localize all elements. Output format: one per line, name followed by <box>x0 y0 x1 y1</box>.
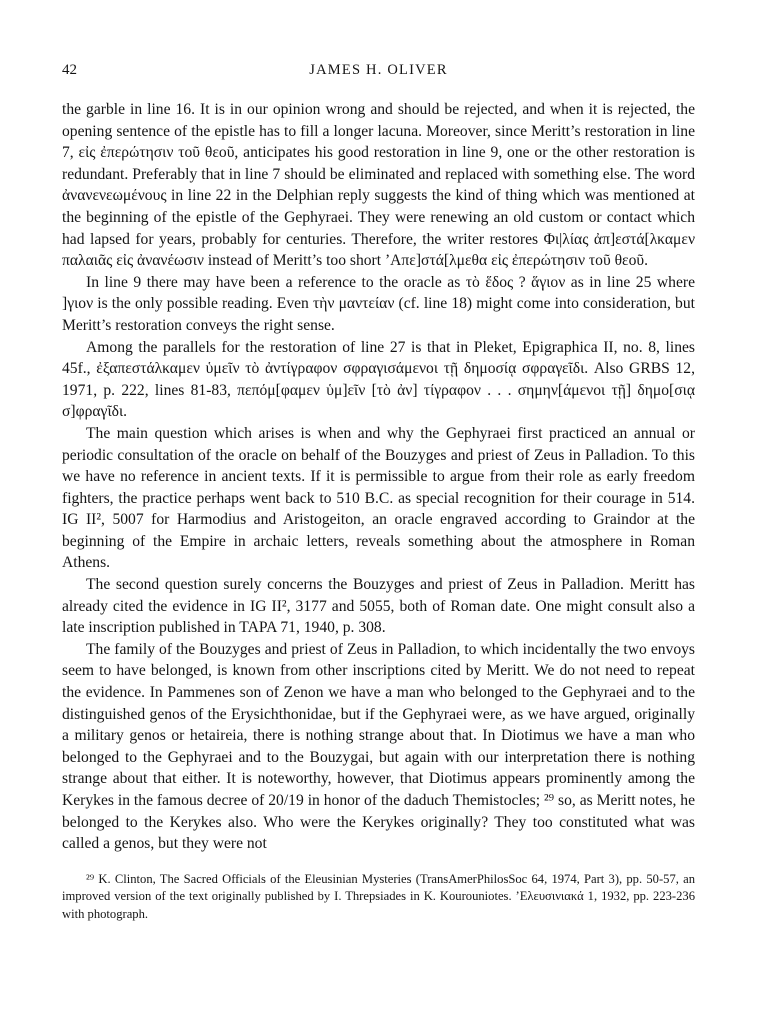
footnote-29: ²⁹ K. Clinton, The Sacred Officials of the Eleusinian Mysteries (TransAmerPhilosSoc 64, 1974, Part 3), pp. 50-57, an improved version of the text originally published by I. Threpsiades in K. Kourouniotes. ’Ελευσινιακά 1, 1932, pp. 223-236 with photograph. <box>62 871 695 921</box>
paragraph-3: Among the parallels for the restoration of line 27 is that in Pleket, Epigraphica II, no. 8, lines 45f., ἐξαπεστάλκαμεν ὑμεῖν τὸ ἀντίγραφον σφραγισάμενοι τῇ δημοσίᾳ σφραγεῖδι. Also GRBS 12, 1971, p. 222, lines 81-83, πεπόμ[φαμεν ὑμ]εῖν [τὸ ἀν] τίγραφον . . . σημην[άμενοι τῇ] δημο[σιᾳ σ]φραγῖδι. <box>62 338 695 421</box>
paragraph-4: The main question which arises is when and why the Gephyraei first practiced an annual or periodic consultation of the oracle on behalf of the Bouzyges and priest of Zeus in Palladion. To this we have no reference in ancient texts. If it is permissible to argue from their role as early freedom fighters, the practice perhaps went back to 510 B.C. as special recognition for their courage in 514. IG II², 5007 for Harmodius and Aristogeiton, an oracle engraved according to Graindor at the beginning of the Empire in archaic letters, reveals something about the atmosphere in Roman Athens. <box>62 424 695 572</box>
paragraph-1: the garble in line 16. It is in our opinion wrong and should be rejected, and when it is rejected, the opening sentence of the epistle has to fill a longer lacuna. Moreover, since Meritt’s restoration in line 7, εἰς ἐπερώτησιν τοῦ θεοῦ, anticipates his good restoration in line 9, one or the other restoration is redundant. Preferably that in line 7 should be eliminated and replaced with something else. The word ἀνανενεωμένους in line 22 in the Delphian reply suggests the kind of thing which was mentioned at the beginning of the epistle of the Gephyraei. They were renewing an old custom or contact which had lapsed for years, probably for centuries. Therefore, the writer restores Φι|λίας ἀπ]εστά[λκαμεν παλαιᾶς εἰς ἀνανέωσιν instead of Meritt’s too short ’Απε]στά[λμεθα εἰς ἐπερώτησιν τοῦ θεοῦ. <box>62 101 695 270</box>
page <box>62 62 695 923</box>
paragraph-6: The family of the Bouzyges and priest of Zeus in Palladion, to which incidentally the two envoys seem to have belonged, is known from other inscriptions cited by Meritt. We do not need to repeat the evidence. In Pammenes son of Zenon we have a man who belonged to the Gephyraei and to the distinguished genos of the Erysichthonidae, but if the Gephyraei were, as we have argued, originally a military genos or hetaireia, there is nothing strange about that. In Diotimus we have a man who belonged to the Gephyraei and to the Bouzygai, but again with our interpretation there is nothing strange about that either. It is noteworthy, however, that Diotimus appears prominently among the Kerykes in the famous decree of 20/19 in honor of the daduch Themistocles; ²⁹ so, as Meritt notes, he belonged to the Kerykes also. Who were the Kerykes originally? They too constituted what was called a genos, but they were not <box>62 640 695 853</box>
page-header <box>62 62 695 86</box>
paragraph-2: In line 9 there may have been a reference to the oracle as τὸ ἕδος ? ἅγιον as in line 25 where ]γιον is the only possible reading. Even τὴν μαντείαν (cf. line 18) might come into consideration, but Meritt’s restoration conveys the right sense. <box>62 273 695 334</box>
paragraph-5: The second question surely concerns the Bouzyges and priest of Zeus in Palladion. Meritt has already cited the evidence in IG II², 3177 and 5055, both of Roman date. One might consult also a late inscription published in TAPA 71, 1940, p. 308. <box>62 576 695 637</box>
body-text <box>62 99 695 855</box>
running-head: JAMES H. OLIVER <box>309 62 448 78</box>
page-number: 42 <box>62 62 77 78</box>
